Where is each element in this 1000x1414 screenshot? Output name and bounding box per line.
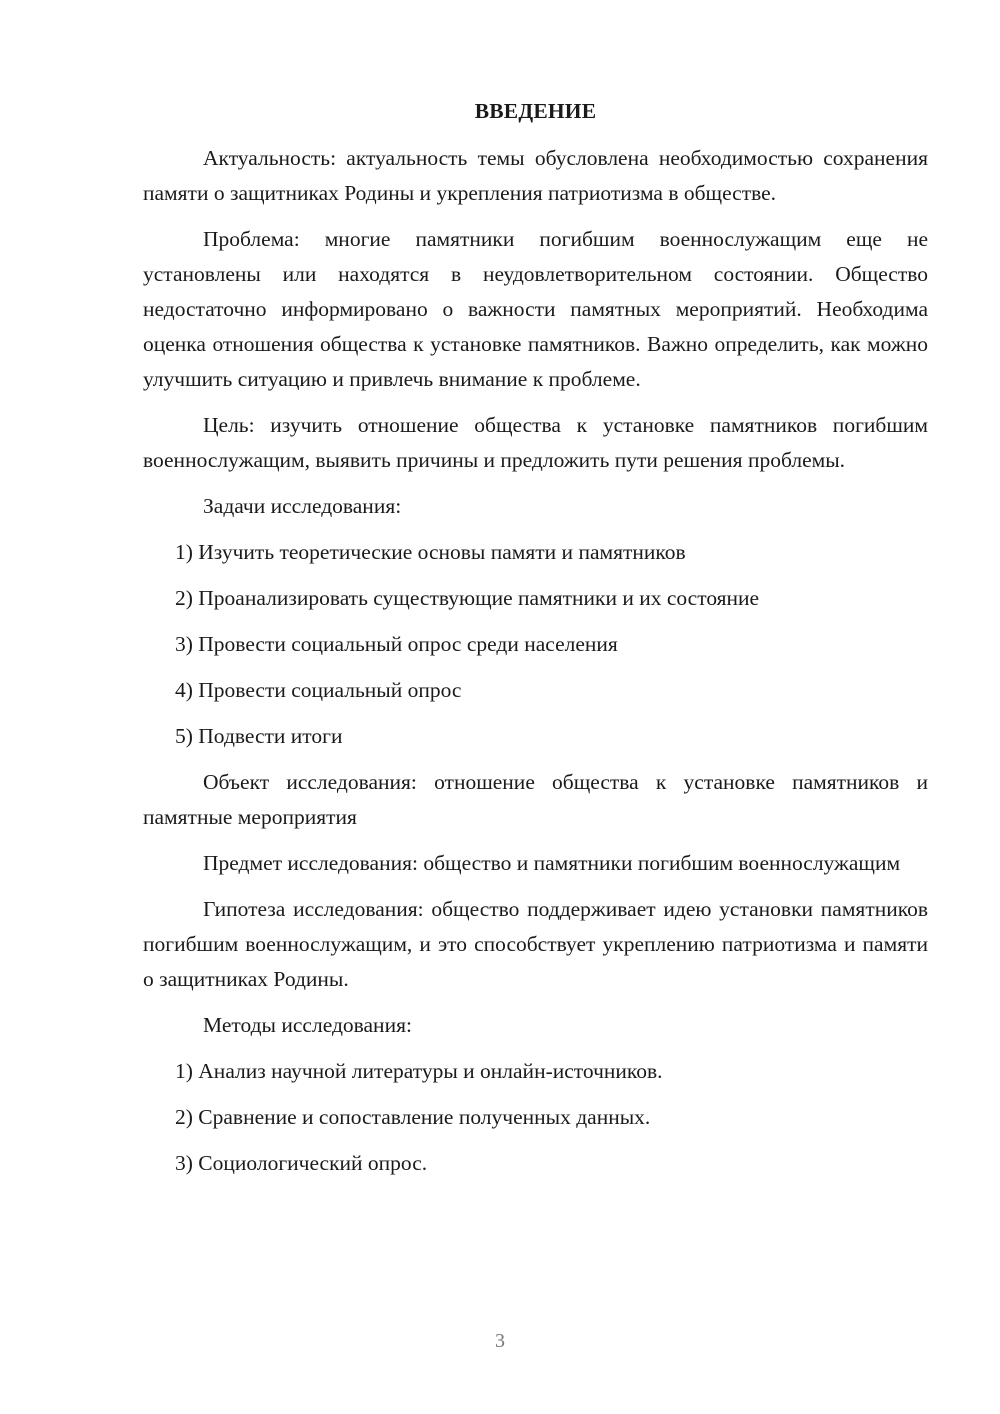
list-item: 4) Провести социальный опрос	[175, 678, 462, 702]
list-item: 2) Сравнение и сопоставление полученных данных.	[175, 1105, 651, 1129]
tasks-heading: Задачи исследования:	[203, 494, 402, 518]
methods-list	[143, 1054, 928, 1181]
hypothesis-paragraph: Гипотеза исследования: общество поддерживает идею установки памятников погибшим военнослужащим, и это способствует укреплению патриотизма и памяти о защитниках Родины.	[143, 897, 928, 991]
list-item: 5) Подвести итоги	[175, 724, 343, 748]
page-number: 3	[495, 1330, 505, 1352]
tasks-list	[143, 535, 928, 754]
relevance-paragraph: Актуальность: актуальность темы обусловлена необходимостью сохранения памяти о защитниках Родины и укрепления патриотизма в обществе.	[143, 146, 928, 205]
subject-paragraph: Предмет исследования: общество и памятники погибшим военнослужащим	[203, 851, 901, 875]
problem-paragraph: Проблема: многие памятники погибшим военнослужащим еще не установлены или находятся в неудовлетворительном состоянии. Общество недостаточно информировано о важности памятных мероприятий. Необходима оценка отношения общества к установке памятников. Важно определить, как можно улучшить ситуацию и привлечь внимание к проблеме.	[143, 227, 928, 391]
list-item: 1) Анализ научной литературы и онлайн-источников.	[175, 1059, 663, 1083]
page-title: ВВЕДЕНИЕ	[474, 99, 597, 123]
methods-heading: Методы исследования:	[203, 1013, 412, 1037]
object-paragraph: Объект исследования: отношение общества к установке памятников и памятные мероприятия	[143, 770, 928, 829]
list-item: 3) Социологический опрос.	[175, 1151, 428, 1175]
list-item: 1) Изучить теоретические основы памяти и памятников	[175, 540, 686, 564]
goal-paragraph: Цель: изучить отношение общества к установке памятников погибшим военнослужащим, выявить причины и предложить пути решения проблемы.	[143, 413, 928, 472]
list-item: 2) Проанализировать существующие памятники и их состояние	[175, 586, 760, 610]
page-body	[143, 94, 928, 1192]
list-item: 3) Провести социальный опрос среди населения	[175, 632, 618, 656]
